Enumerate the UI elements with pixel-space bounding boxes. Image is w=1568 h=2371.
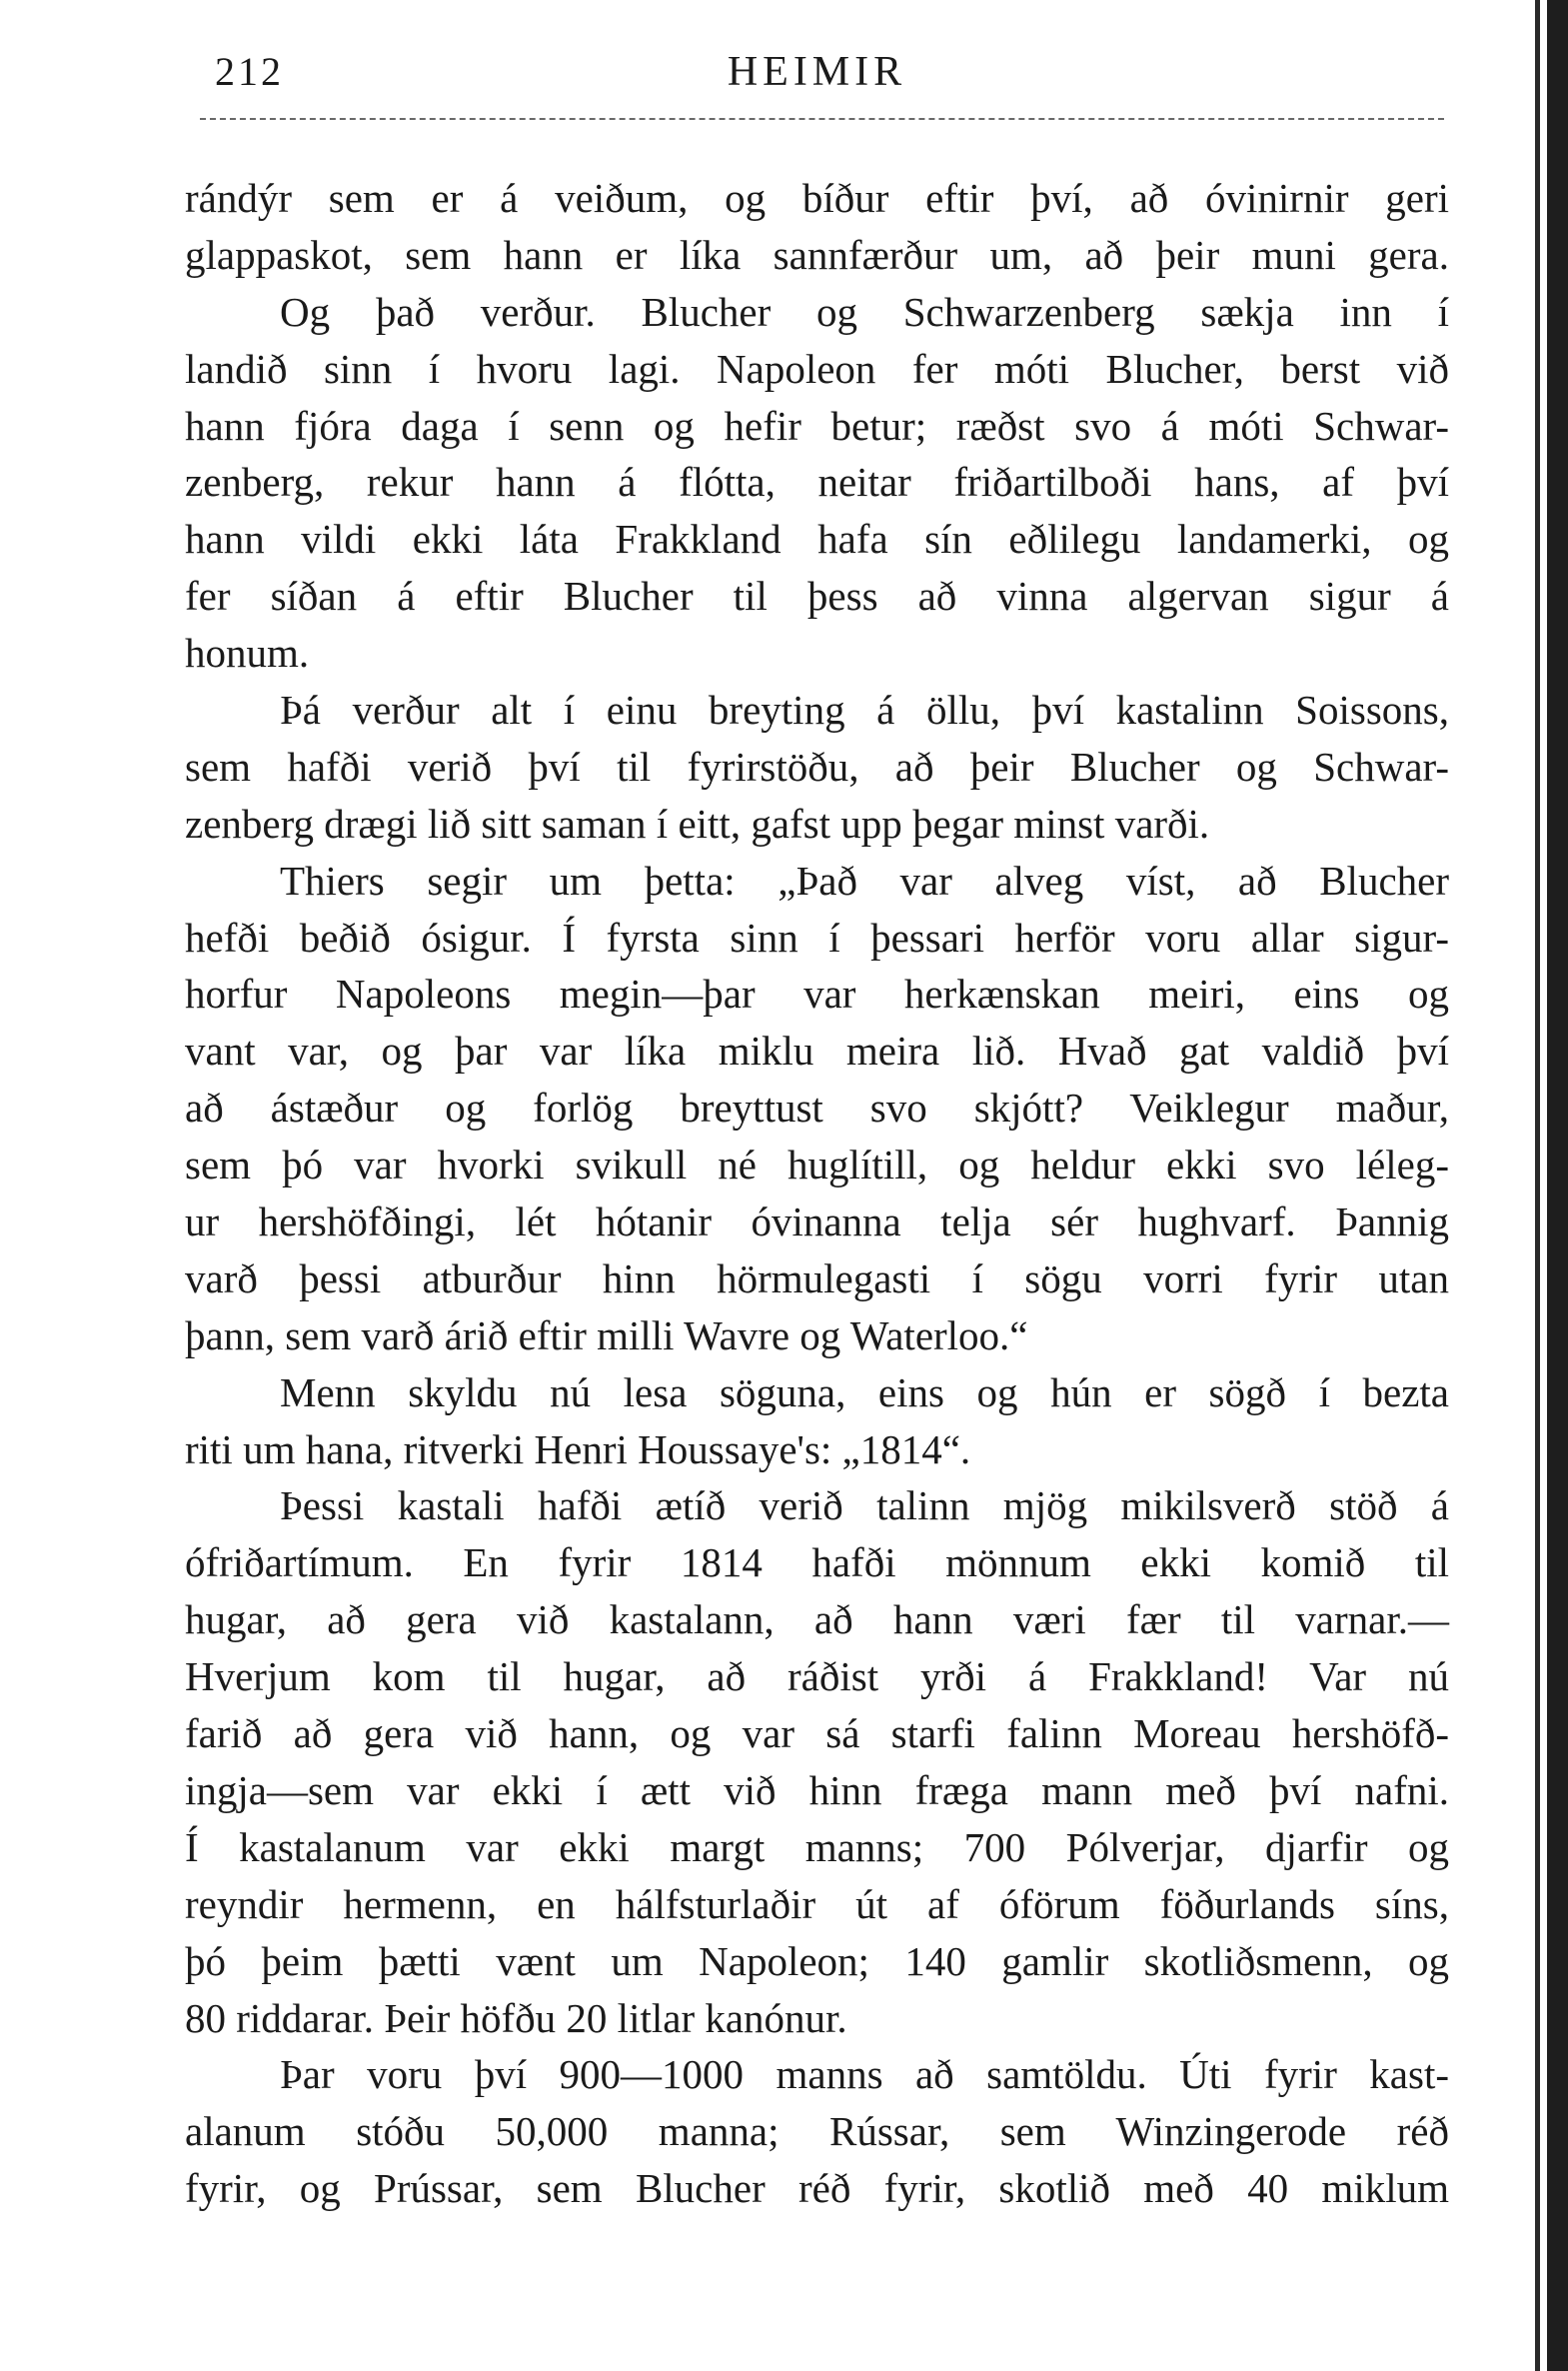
text-line: fer síðan á eftir Blucher til þess að vinna algervan sigur á: [185, 573, 1449, 620]
text-line: varð þessi atburður hinn hörmulegasti í sögu vorri fyrir utan: [185, 1254, 1449, 1301]
text-line: ófriðartímum. En fyrir 1814 hafði mönnum ekki komið til: [185, 1539, 1449, 1586]
text-line: alanum stóðu 50,000 manna; Rússar, sem Winzingerode réð: [185, 2108, 1449, 2155]
text-line: Þá verður alt í einu breyting á öllu, því kastalinn Soissons,: [280, 687, 1449, 734]
page-number: 212: [215, 49, 284, 94]
text-line: Menn skyldu nú lesa söguna, eins og hún er sögð í bezta: [280, 1368, 1449, 1415]
text-line: að ástæður og forlög breyttust svo skjótt? Veiklegur maður,: [185, 1085, 1449, 1132]
text-line: þó þeim þætti vænt um Napoleon; 140 gamlir skotliðsmenn, og: [185, 1937, 1449, 1984]
body-text: [185, 170, 1449, 2217]
text-line: riti um hana, ritverki Henri Houssaye's: „1814“.: [185, 1425, 971, 1472]
text-line: farið að gera við hann, og var sá starfi falinn Moreau hershöfð-: [185, 1710, 1449, 1757]
text-line: Þessi kastali hafði ætíð verið talinn mjög mikilsverð stöð á: [280, 1482, 1449, 1529]
text-line: Í kastalanum var ekki margt manns; 700 Pólverjar, djarfir og: [185, 1823, 1449, 1870]
text-line: hann vildi ekki láta Frakkland hafa sín eðlilegu landamerki, og: [185, 516, 1449, 563]
page-binding-edge: [1535, 0, 1568, 2371]
text-line: fyrir, og Prússar, sem Blucher réð fyrir, skotlið með 40 miklum: [185, 2165, 1449, 2212]
text-line: Thiers segir um þetta: „Það var alveg víst, að Blucher: [280, 857, 1449, 904]
header-rule: [200, 118, 1444, 120]
text-line: landið sinn í hvoru lagi. Napoleon fer móti Blucher, berst við: [185, 345, 1449, 392]
text-line: hann fjóra daga í senn og hefir betur; ræðst svo á móti Schwar-: [185, 402, 1449, 449]
text-line: sem hafði verið því til fyrirstöðu, að þeir Blucher og Schwar-: [185, 743, 1449, 790]
running-head: [185, 48, 1449, 108]
text-line: ingja—sem var ekki í ætt við hinn fræga mann með því nafni.: [185, 1766, 1449, 1813]
text-line: zenberg, rekur hann á flótta, neitar friðartilboði hans, af því: [185, 459, 1449, 506]
text-line: 80 riddarar. Þeir höfðu 20 litlar kanónur.: [185, 1994, 847, 2041]
text-line: rándýr sem er á veiðum, og bíður eftir því, að óvinirnir geri: [185, 175, 1449, 221]
text-line: Hverjum kom til hugar, að ráðist yrði á Frakkland! Var nú: [185, 1653, 1449, 1700]
text-line: Þar voru því 900—1000 manns að samtöldu. Úti fyrir kast-: [280, 2051, 1449, 2098]
text-line: zenberg drægi lið sitt saman í eitt, gafst upp þegar minst varði.: [185, 800, 1210, 847]
text-line: hugar, að gera við kastalann, að hann væri fær til varnar.—: [185, 1596, 1449, 1643]
text-line: horfur Napoleons megin—þar var herkænskan meiri, eins og: [185, 971, 1449, 1018]
text-line: hefði beðið ósigur. Í fyrsta sinn í þessari herför voru allar sigur-: [185, 914, 1449, 961]
text-line: Og það verður. Blucher og Schwarzenberg sækja inn í: [280, 288, 1449, 335]
text-line: vant var, og þar var líka miklu meira lið. Hvað gat valdið því: [185, 1028, 1449, 1075]
text-line: reyndir hermenn, en hálfsturlaðir út af óförum föðurlands síns,: [185, 1880, 1449, 1927]
text-line: ur hershöfðingi, lét hótanir óvinanna telja sér hughvarf. Þannig: [185, 1198, 1449, 1245]
text-line: honum.: [185, 630, 310, 677]
text-line: þann, sem varð árið eftir milli Wavre og Waterloo.“: [185, 1311, 1028, 1358]
text-line: sem þó var hvorki svikull né huglítill, og heldur ekki svo léleg-: [185, 1142, 1449, 1188]
text-line: glappaskot, sem hann er líka sannfærður um, að þeir muni gera.: [185, 231, 1449, 278]
running-title: HEIMIR: [727, 49, 907, 95]
